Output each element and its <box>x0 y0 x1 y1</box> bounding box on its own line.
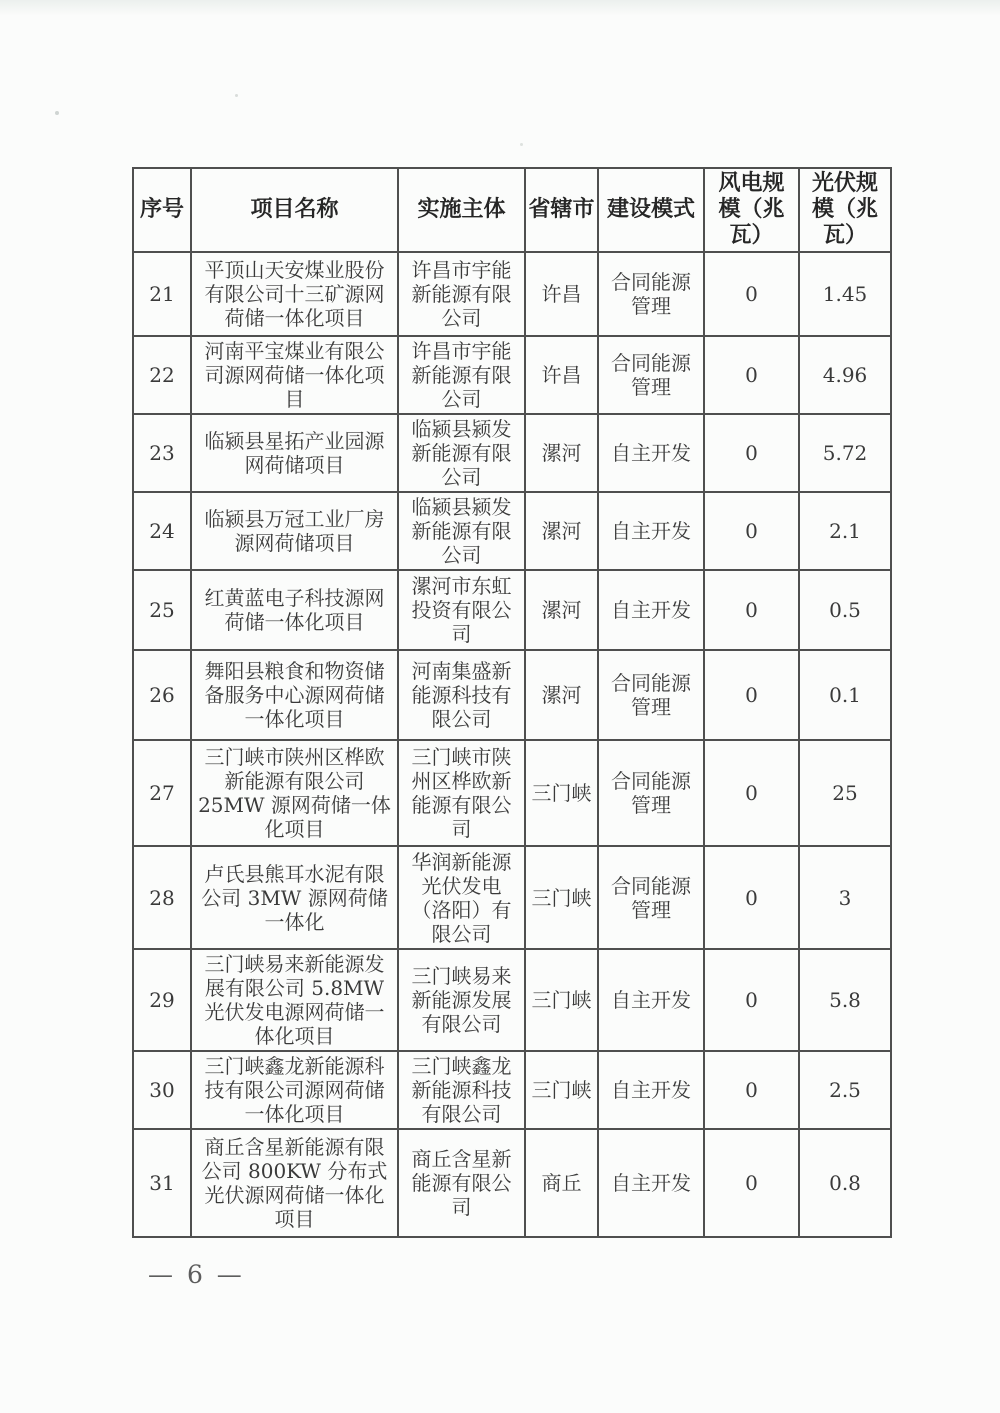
cell-entity: 许昌市宇能新能源有限公司 <box>398 252 525 336</box>
cell-pv-scale: 2.5 <box>799 1051 891 1129</box>
col-header-city <box>525 168 598 252</box>
cell-city: 漯河 <box>525 492 598 570</box>
cell-project-name: 临颍县万冠工业厂房源网荷储项目 <box>191 492 398 570</box>
cell-project-name: 卢氏县熊耳水泥有限公司 3MW 源网荷储一体化 <box>191 846 398 949</box>
cell-index: 28 <box>133 846 191 949</box>
table-row <box>133 414 891 492</box>
col-header-pv-scale <box>799 168 891 252</box>
col-header-project-name-label: 项目名称 <box>250 197 339 222</box>
cell-index: 24 <box>133 492 191 570</box>
cell-entity: 临颍县颍发新能源有限公司 <box>398 492 525 570</box>
table-row <box>133 949 891 1051</box>
cell-project-name: 临颍县星拓产业园源网荷储项目 <box>191 414 398 492</box>
col-header-project-name <box>191 168 398 252</box>
cell-city: 商丘 <box>525 1129 598 1237</box>
scan-speck <box>520 143 523 146</box>
cell-pv-scale: 0.8 <box>799 1129 891 1237</box>
col-header-city-label: 省辖市 <box>528 197 595 222</box>
cell-entity: 漯河市东虹投资有限公司 <box>398 570 525 650</box>
cell-entity: 三门峡市陕州区桦欧新能源有限公司 <box>398 740 525 846</box>
cell-index: 22 <box>133 336 191 414</box>
table-row <box>133 1051 891 1129</box>
cell-city: 三门峡 <box>525 846 598 949</box>
cell-entity: 临颍县颍发新能源有限公司 <box>398 414 525 492</box>
cell-wind-scale: 0 <box>704 740 799 846</box>
cell-city: 三门峡 <box>525 1051 598 1129</box>
cell-project-name: 商丘含星新能源有限公司 800KW 分布式光伏源网荷储一体化项目 <box>191 1129 398 1237</box>
col-header-mode-label: 建设模式 <box>606 197 695 222</box>
cell-project-name: 三门峡鑫龙新能源科技有限公司源网荷储一体化项目 <box>191 1051 398 1129</box>
cell-city: 许昌 <box>525 252 598 336</box>
cell-wind-scale: 0 <box>704 570 799 650</box>
col-header-pv-scale-label: 光伏规模（兆瓦） <box>811 171 878 248</box>
table-header-row <box>133 168 891 252</box>
col-header-mode <box>598 168 704 252</box>
cell-wind-scale: 0 <box>704 492 799 570</box>
cell-mode: 自主开发 <box>598 570 704 650</box>
col-header-wind-scale-label: 风电规模（兆瓦） <box>718 171 785 248</box>
cell-mode: 合同能源管理 <box>598 650 704 740</box>
cell-wind-scale: 0 <box>704 252 799 336</box>
table-row <box>133 336 891 414</box>
cell-pv-scale: 0.5 <box>799 570 891 650</box>
table-row <box>133 1129 891 1237</box>
cell-mode: 自主开发 <box>598 1051 704 1129</box>
col-header-entity <box>398 168 525 252</box>
table-row <box>133 846 891 949</box>
cell-wind-scale: 0 <box>704 1129 799 1237</box>
cell-mode: 合同能源管理 <box>598 846 704 949</box>
cell-pv-scale: 0.1 <box>799 650 891 740</box>
cell-entity: 河南集盛新能源科技有限公司 <box>398 650 525 740</box>
cell-mode: 自主开发 <box>598 1129 704 1237</box>
cell-index: 30 <box>133 1051 191 1129</box>
cell-pv-scale: 5.8 <box>799 949 891 1051</box>
cell-mode: 合同能源管理 <box>598 252 704 336</box>
project-table-body <box>133 252 891 1237</box>
cell-index: 21 <box>133 252 191 336</box>
cell-pv-scale: 5.72 <box>799 414 891 492</box>
cell-entity: 华润新能源光伏发电（洛阳）有限公司 <box>398 846 525 949</box>
page-number: — 6 — <box>148 1260 245 1289</box>
cell-wind-scale: 0 <box>704 949 799 1051</box>
cell-entity: 商丘含星新能源有限公司 <box>398 1129 525 1237</box>
cell-mode: 自主开发 <box>598 492 704 570</box>
cell-entity: 三门峡鑫龙新能源科技有限公司 <box>398 1051 525 1129</box>
table-row <box>133 570 891 650</box>
scan-speck <box>55 111 59 115</box>
cell-project-name: 三门峡易来新能源发展有限公司 5.8MW 光伏发电源网荷储一体化项目 <box>191 949 398 1051</box>
col-header-entity-label: 实施主体 <box>417 197 506 222</box>
table-row <box>133 740 891 846</box>
scan-artifact-top <box>0 0 1000 16</box>
cell-wind-scale: 0 <box>704 336 799 414</box>
cell-wind-scale: 0 <box>704 650 799 740</box>
cell-mode: 合同能源管理 <box>598 336 704 414</box>
cell-entity: 三门峡易来新能源发展有限公司 <box>398 949 525 1051</box>
col-header-wind-scale <box>704 168 799 252</box>
table-row <box>133 252 891 336</box>
cell-pv-scale: 2.1 <box>799 492 891 570</box>
cell-pv-scale: 25 <box>799 740 891 846</box>
cell-project-name: 三门峡市陕州区桦欧新能源有限公司 25MW 源网荷储一体化项目 <box>191 740 398 846</box>
cell-project-name: 河南平宝煤业有限公司源网荷储一体化项目 <box>191 336 398 414</box>
cell-index: 26 <box>133 650 191 740</box>
cell-entity: 许昌市宇能新能源有限公司 <box>398 336 525 414</box>
cell-pv-scale: 3 <box>799 846 891 949</box>
cell-wind-scale: 0 <box>704 1051 799 1129</box>
cell-city: 三门峡 <box>525 949 598 1051</box>
cell-wind-scale: 0 <box>704 414 799 492</box>
cell-city: 漯河 <box>525 570 598 650</box>
cell-project-name: 平顶山天安煤业股份有限公司十三矿源网荷储一体化项目 <box>191 252 398 336</box>
cell-wind-scale: 0 <box>704 846 799 949</box>
cell-mode: 自主开发 <box>598 949 704 1051</box>
col-header-index-label: 序号 <box>139 197 184 222</box>
table-row <box>133 650 891 740</box>
cell-mode: 合同能源管理 <box>598 740 704 846</box>
cell-index: 25 <box>133 570 191 650</box>
scan-speck <box>235 94 238 97</box>
table-row <box>133 492 891 570</box>
cell-pv-scale: 1.45 <box>799 252 891 336</box>
cell-city: 许昌 <box>525 336 598 414</box>
cell-index: 23 <box>133 414 191 492</box>
project-table <box>132 167 892 1238</box>
cell-pv-scale: 4.96 <box>799 336 891 414</box>
col-header-index <box>133 168 191 252</box>
cell-city: 三门峡 <box>525 740 598 846</box>
cell-project-name: 红黄蓝电子科技源网荷储一体化项目 <box>191 570 398 650</box>
cell-project-name: 舞阳县粮食和物资储备服务中心源网荷储一体化项目 <box>191 650 398 740</box>
cell-index: 29 <box>133 949 191 1051</box>
cell-index: 31 <box>133 1129 191 1237</box>
cell-city: 漯河 <box>525 650 598 740</box>
cell-index: 27 <box>133 740 191 846</box>
cell-city: 漯河 <box>525 414 598 492</box>
cell-mode: 自主开发 <box>598 414 704 492</box>
